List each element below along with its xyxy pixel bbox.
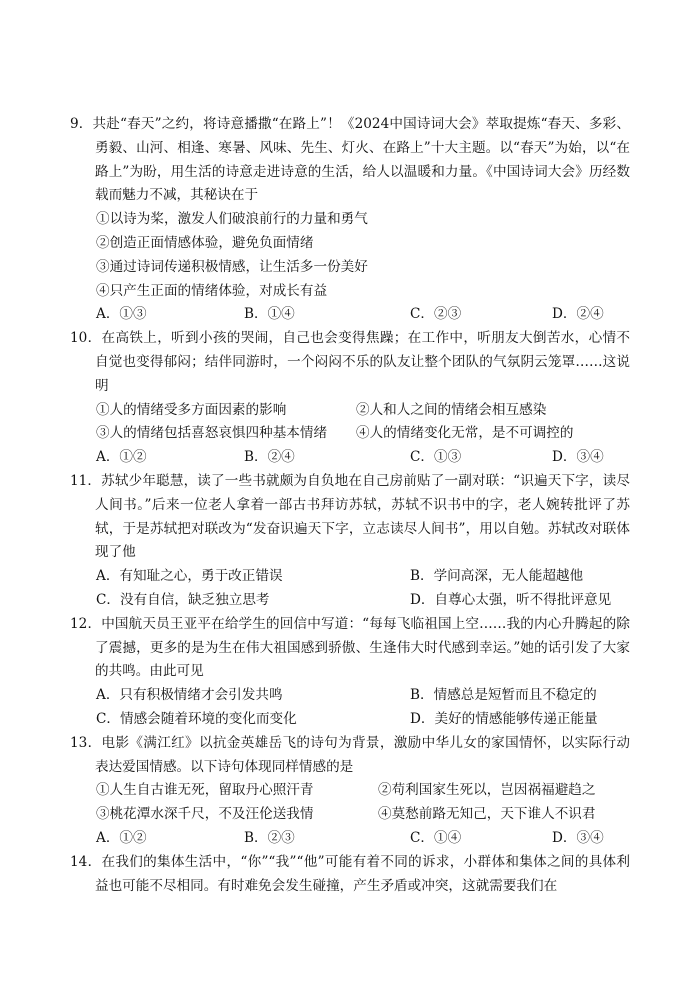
- option-a[interactable]: A．①②: [96, 829, 147, 846]
- question-text: 共赴“春天”之约，将诗意播撒“在路上”！《2024中国诗词大会》萃取提炼“春天、多彩、勇毅、山河、相逢、寒暑、风味、先生、灯火、在路上”十大主题。以“春天”为始，以“在路上”为盼，用生活的诗意走进诗意的生活，给人以温暖和力量。《中国诗词大会》历经数载而魅力不减，其秘诀在于: [92, 116, 630, 204]
- option-d[interactable]: D．②④: [552, 306, 604, 323]
- option-d[interactable]: D．③④: [552, 829, 604, 846]
- option-b[interactable]: B．情感总是短暂而且不稳定的: [410, 687, 597, 704]
- statement: ④只产生正面的情绪体验，对成长有益: [96, 282, 328, 299]
- statement-row: [0, 779, 696, 803]
- statement: ④莫愁前路无知己，天下谁人不识君: [378, 806, 596, 823]
- statement: ①以诗为桨，激发人们破浪前行的力量和勇气: [96, 211, 368, 228]
- question-number: 12．: [70, 615, 102, 632]
- statement-row: [0, 399, 696, 423]
- options-row: [0, 303, 696, 327]
- option-d[interactable]: D．③④: [552, 449, 604, 466]
- options-row: [0, 565, 696, 589]
- statement: ③人的情绪包括喜怒哀惧四种基本情绪: [96, 425, 328, 442]
- option-d[interactable]: D．自尊心太强，听不得批评意见: [410, 591, 612, 608]
- question-9-stem: [0, 113, 696, 208]
- options-row: [0, 589, 696, 613]
- question-text: 在我们的集体生活中，“你”“我”“他”可能有着不同的诉求，小群体和集体之间的具体利益也可能不尽相同。有时难免会发生碰撞，产生矛盾或冲突，这就需要我们在: [95, 853, 630, 894]
- option-b[interactable]: B．学问高深，无人能超越他: [410, 568, 584, 585]
- question-list: [0, 113, 696, 898]
- option-a[interactable]: A．只有积极情绪才会引发共鸣: [96, 687, 283, 704]
- option-c[interactable]: C．①③: [410, 449, 462, 466]
- statement: ④人的情绪变化无常，是不可调控的: [356, 425, 574, 442]
- question-number: 14．: [70, 853, 102, 870]
- options-row: [0, 708, 696, 732]
- question-text: 在高铁上，听到小孩的哭闹，自己也会变得焦躁；在工作中，听朋友大倒苦水，心情不自觉也变得郁闷；结伴同游时，一个闷闷不乐的队友让整个团队的气氛阴云笼罩……这说明: [95, 330, 630, 394]
- question-number: 13．: [70, 734, 102, 751]
- statement: ③桃花潭水深千尺，不及汪伦送我情: [96, 806, 314, 823]
- question-number: 10．: [70, 330, 102, 347]
- question-number: 11．: [70, 472, 102, 489]
- statement: ②苟利国家生死以，岂因祸福避趋之: [378, 782, 596, 799]
- statement: ③通过诗词传递积极情感，让生活多一份美好: [96, 258, 368, 275]
- statement: ②创造正面情感体验，避免负面情绪: [96, 234, 314, 251]
- option-b[interactable]: B．②③: [244, 829, 295, 846]
- option-a[interactable]: A．①②: [96, 449, 147, 466]
- option-d[interactable]: D．美好的情感能够传递正能量: [410, 710, 598, 727]
- option-c[interactable]: C．②③: [410, 306, 462, 323]
- options-row: [0, 684, 696, 708]
- option-b[interactable]: B．①④: [244, 306, 295, 323]
- question-13-stem: [0, 732, 696, 780]
- option-c[interactable]: C．没有自信，缺乏独立思考: [96, 591, 270, 608]
- option-a[interactable]: A．有知耻之心，勇于改正错误: [96, 568, 283, 585]
- question-text: 电影《满江红》以抗金英雄岳飞的诗句为背景，激励中华儿女的家国情怀，以实际行动表达爱国情感。以下诗句体现同样情感的是: [95, 734, 630, 775]
- option-c[interactable]: C．情感会随着环境的变化而变化: [96, 710, 297, 727]
- question-text: 苏轼少年聪慧，读了一些书就颇为自负地在自己房前贴了一副对联：“识遍天下字，读尽人间书。”后来一位老人拿着一部古书拜访苏轼，苏轼不识书中的字，老人婉转批评了苏轼，于是苏轼把对联改为“发奋识遍天下字，立志读尽人间书”，用以自勉。苏轼改对联体现了他: [95, 472, 630, 561]
- statement: ①人生自古谁无死，留取丹心照汗青: [96, 782, 314, 799]
- statement-row: [0, 422, 696, 446]
- option-b[interactable]: B．②④: [244, 449, 295, 466]
- question-text: 中国航天员王亚平在给学生的回信中写道：“每每飞临祖国上空……我的内心升腾起的除了震撼，更多的是为生在伟大祖国感到骄傲、生逢伟大时代感到幸运。”她的话引发了大家的共鸣。由此可见: [95, 615, 630, 680]
- option-a[interactable]: A．①③: [96, 306, 147, 323]
- question-number: 9．: [70, 116, 93, 132]
- question-12-stem: [0, 613, 696, 684]
- options-row: [0, 446, 696, 470]
- options-row: [0, 827, 696, 851]
- question-14-stem: [0, 851, 696, 899]
- statement-row: [0, 803, 696, 827]
- question-10-stem: [0, 327, 696, 398]
- question-11-stem: [0, 470, 696, 565]
- option-c[interactable]: C．①④: [410, 829, 462, 846]
- statement: ①人的情绪受多方面因素的影响: [96, 401, 287, 418]
- statement: ②人和人之间的情绪会相互感染: [356, 401, 547, 418]
